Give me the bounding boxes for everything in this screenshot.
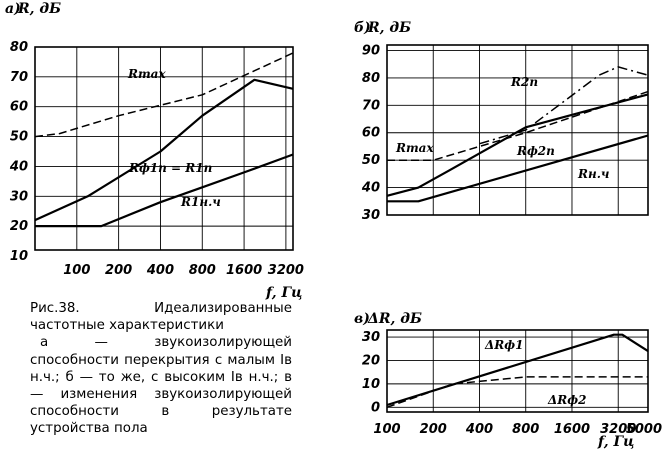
panel-a-y-tick-label: 40: [9, 159, 28, 175]
panel-v-x-tick-label: 200: [419, 422, 447, 437]
panel-a-curve-label: R1н.ч: [181, 195, 221, 209]
figure-caption: [30, 300, 292, 438]
panel-a-curve-label: Rф1п = R1п: [129, 161, 213, 175]
panel-v-x-tick-label: 400: [465, 422, 494, 437]
panel-b-y-tick-label: 30: [361, 208, 380, 223]
panel-b-y-tick-label: 40: [361, 180, 380, 196]
panel-b-y-tick-label: 60: [361, 125, 380, 141]
caption-label: Рис.38.: [30, 301, 80, 316]
panel-b-letter: б): [354, 20, 371, 36]
panel-b-curve-label: R2п: [511, 75, 539, 89]
panel-v-x-tick-label: 1600: [553, 422, 591, 437]
panel-a-x-tick-label: 3200: [267, 263, 304, 278]
panel-v-y-tick-label: 10: [361, 376, 380, 392]
caption-title-rest: частотные характеристики: [30, 318, 224, 334]
caption-body: а — звукоизолирующей способности перекрытия с малым Iв н.ч.; б — то же, с высоким Iв н.ч.; в — изменения звукоизолирующей способности в результате устройства пола: [30, 335, 292, 437]
panel-a-x-tick-label: 1600: [225, 263, 263, 278]
panel-v-y-axis-label: ΔR, дБ: [368, 311, 422, 327]
panel-a-x-axis-label: f, Гц: [266, 285, 303, 301]
panel-a-y-tick-label: 70: [9, 69, 28, 85]
panel-v-y-tick-label: 30: [361, 330, 380, 346]
panel-a-y-tick-label: 20: [9, 219, 28, 235]
panel-v-x-tick-label: 800: [512, 422, 540, 437]
panel-v-x-axis-label: f, Гц: [598, 434, 635, 450]
panel-a-x-tick-label: 100: [63, 263, 91, 278]
panel-a-y-tick-label: 50: [9, 129, 28, 145]
panel-a-y-tick-label: 60: [9, 99, 28, 115]
panel-a-y-tick-label: 80: [9, 40, 28, 55]
panel-a-series-line-1: [35, 53, 293, 137]
panel-v-curve-label: ΔRф2: [548, 393, 587, 407]
panel-a-y-tick-label: 10: [9, 248, 28, 264]
panel-a-series-line-2: [35, 80, 293, 220]
panel-b-y-axis-label: R, дБ: [368, 20, 412, 36]
panel-v-y-tick-label: 20: [361, 353, 380, 369]
panel-b-curve-label: Rmax: [396, 141, 434, 155]
panel-a-y-tick-label: 30: [9, 189, 28, 205]
panel-v-x-tick-label: 3200: [600, 422, 637, 437]
panel-v-letter: в): [354, 311, 370, 327]
panel-b-y-tick-label: 70: [361, 98, 380, 114]
panel-v-x-tick-label: 5000: [625, 422, 662, 437]
panel-v-x-tick-label: 100: [373, 422, 401, 437]
panel-b-curve-label: Rф2п: [517, 144, 555, 158]
panel-a-x-tick-label: 800: [188, 263, 216, 278]
panel-a-curve-label: Rmax: [128, 67, 166, 81]
panel-b-curve-label: Rн.ч: [578, 167, 610, 181]
panel-a-letter: а): [5, 1, 21, 17]
panel-a-x-tick-label: 200: [105, 263, 133, 278]
panel-v-y-tick-label: 0: [370, 400, 380, 416]
panel-b-y-tick-label: 80: [361, 70, 380, 86]
panel-v-curve-label: ΔRф1: [485, 338, 524, 352]
panel-a-y-axis-label: R, дБ: [18, 1, 62, 17]
panel-a-x-tick-label: 400: [146, 263, 175, 278]
panel-b-y-tick-label: 50: [361, 153, 380, 169]
panel-b-y-tick-label: 90: [361, 43, 380, 59]
panel-b-frame: [387, 45, 648, 215]
caption-title-first: Идеализированные: [154, 301, 292, 316]
